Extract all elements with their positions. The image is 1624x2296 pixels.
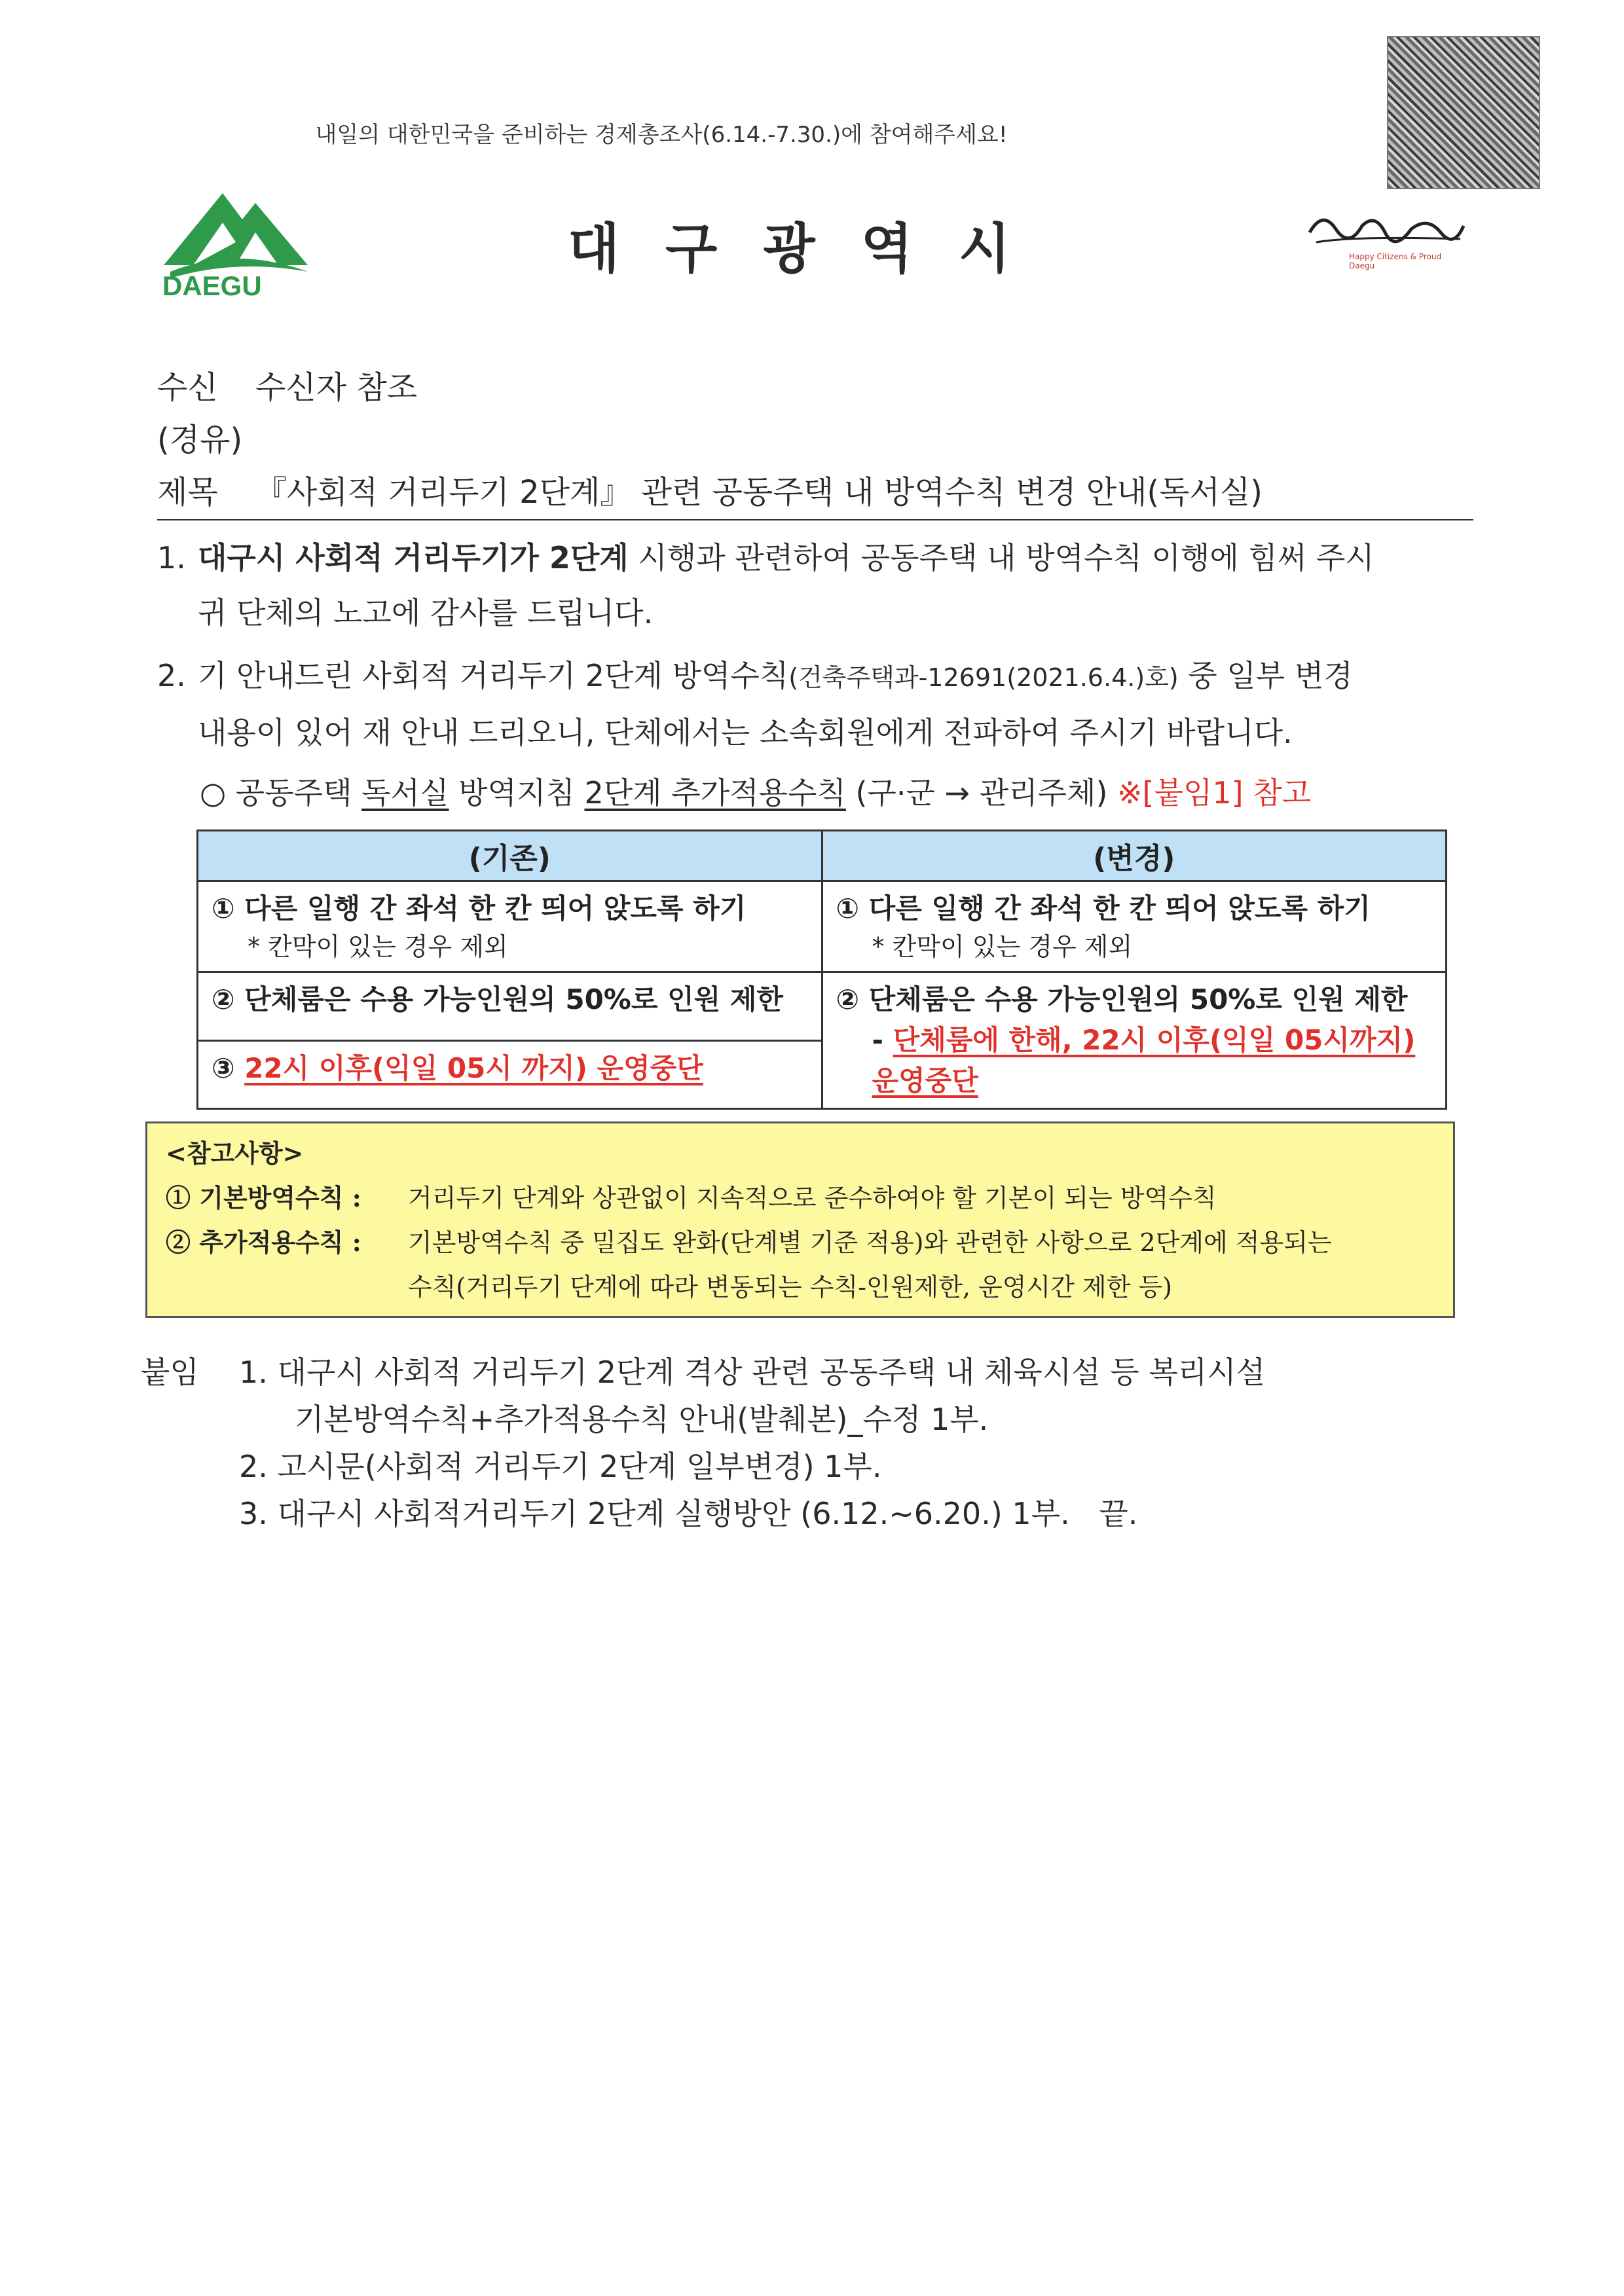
bullet-underline-2: 2단계 추가적용수칙 bbox=[584, 775, 846, 811]
paragraph-1 bbox=[157, 530, 1473, 640]
reference-item-2-label: ② 추가적용수칙 : bbox=[166, 1228, 361, 1257]
recipient-label: 수신 bbox=[157, 369, 218, 406]
census-banner: 내일의 대한민국을 준비하는 경제총조사(6.14.-7.30.)에 참여해주세요! bbox=[315, 122, 1008, 148]
after-rule-2-text: ② 단체룸은 수용 가능인원의 50%로 인원 제한 bbox=[836, 983, 1408, 1015]
attachments-label: 붙임 bbox=[141, 1355, 199, 1390]
subject-value: 『사회적 거리두기 2단계』 관련 공동주택 내 방역수칙 변경 안내(독서실) bbox=[255, 474, 1263, 511]
attachment-1-cont: 기본방역수칙+추가적용수칙 안내(발췌본)_수정 1부. bbox=[295, 1402, 989, 1437]
via-line: (경유) bbox=[157, 422, 243, 458]
p1-rest: 시행과 관련하여 공동주택 내 방역수칙 이행에 힘써 주시 bbox=[628, 540, 1375, 575]
before-rule-3-number: ③ bbox=[212, 1051, 235, 1084]
before-rule-3 bbox=[198, 1040, 822, 1109]
reference-notes-box bbox=[145, 1121, 1455, 1318]
subject-line bbox=[157, 467, 1263, 512]
attachments bbox=[141, 1349, 1265, 1537]
reference-item-1-label: ① 기본방역수칙 : bbox=[166, 1183, 361, 1212]
reference-item-2-cont: 수칙(거리두기 단계에 따라 변동되는 수칙-인원제한, 운영시간 제한 등) bbox=[408, 1273, 1172, 1302]
slogan-signature bbox=[1303, 206, 1467, 270]
col-header-after: (변경) bbox=[822, 831, 1447, 881]
recipient-value: 수신자 참조 bbox=[255, 369, 418, 406]
subject-label: 제목 bbox=[157, 474, 218, 511]
bullet-line bbox=[200, 769, 1311, 812]
reference-item-1-text: 거리두기 단계와 상관없이 지속적으로 준수하여야 할 기본이 되는 방역수칙 bbox=[408, 1184, 1217, 1212]
reference-item-1 bbox=[166, 1176, 1435, 1220]
before-rule-1-note: * 칸막이 있는 경우 제외 bbox=[248, 932, 508, 961]
after-rule-1-text: ① 다른 일행 간 좌석 한 칸 띄어 앉도록 하기 bbox=[836, 892, 1371, 924]
p1-bold: 대구시 사회적 거리두기가 2단계 bbox=[198, 540, 629, 575]
reference-title: <참고사항> bbox=[166, 1139, 304, 1168]
before-rule-1 bbox=[198, 881, 822, 972]
attachment-3: 3. 대구시 사회적거리두기 2단계 실행방안 (6.12.~6.20.) 1부. bbox=[239, 1496, 1070, 1531]
col-header-before: (기존) bbox=[198, 831, 822, 881]
bullet-mark: ○ bbox=[200, 775, 227, 811]
org-title: 대구광역시 bbox=[567, 218, 1057, 280]
p2-line2: 내용이 있어 재 안내 드리오니, 단체에서는 소속회원에게 전파하여 주시기 바랍니다. bbox=[198, 715, 1293, 750]
before-rule-2-text: ② 단체룸은 수용 가능인원의 50%로 인원 제한 bbox=[212, 983, 783, 1015]
p2-text-b: 중 일부 변경 bbox=[1178, 658, 1353, 693]
qr-code bbox=[1387, 36, 1540, 189]
end-mark: 끝. bbox=[1099, 1496, 1138, 1531]
attachment-2: 2. 고시문(사회적 거리두기 2단계 일부변경) 1부. bbox=[239, 1449, 882, 1484]
reference-item-2-text: 기본방역수칙 중 밀집도 완화(단계별 기준 적용)와 관련한 사항으로 2단계에 적용되는 bbox=[408, 1228, 1332, 1257]
reference-item-2 bbox=[166, 1220, 1435, 1265]
p1-number: 1. bbox=[157, 540, 186, 575]
logo-text: DAEGU bbox=[162, 270, 262, 301]
before-rule-2 bbox=[198, 972, 822, 1041]
bullet-text-a: 공동주택 bbox=[235, 775, 352, 811]
rules-comparison-table bbox=[196, 829, 1447, 1110]
attachment-1: 1. 대구시 사회적 거리두기 2단계 격상 관련 공동주택 내 체육시설 등 복리시설 bbox=[239, 1355, 1266, 1390]
bullet-underline-1: 독서실 bbox=[361, 775, 449, 811]
after-rule-2 bbox=[822, 972, 1447, 1109]
after-rule-3-dash: - bbox=[872, 1024, 883, 1056]
p2-text-a: 기 안내드린 사회적 거리두기 2단계 방역수칙 bbox=[198, 658, 789, 693]
after-rule-1 bbox=[822, 881, 1447, 972]
bullet-attachment-ref: ※[붙임1] 참고 bbox=[1117, 775, 1312, 811]
header-divider bbox=[157, 519, 1473, 520]
before-rule-3-text: 22시 이후(익일 05시 까지) 운영중단 bbox=[244, 1051, 703, 1084]
bullet-text-b: 방역지침 bbox=[458, 775, 575, 811]
after-rule-3-text: 단체룸에 한해, 22시 이후(익일 05시까지) 운영중단 bbox=[872, 1024, 1416, 1097]
after-rule-1-note: * 칸막이 있는 경우 제외 bbox=[872, 932, 1133, 961]
paragraph-2 bbox=[157, 648, 1473, 760]
p2-ref-number: (건축주택과-12691(2021.6.4.)호) bbox=[788, 663, 1179, 692]
before-rule-1-text: ① 다른 일행 간 좌석 한 칸 띄어 앉도록 하기 bbox=[212, 892, 747, 924]
slogan-text: Happy Citizens & Proud Daegu bbox=[1349, 252, 1442, 270]
bullet-text-c: (구·군 → 관리주체) bbox=[855, 775, 1108, 811]
recipient-line bbox=[157, 362, 417, 407]
p2-number: 2. bbox=[157, 658, 186, 693]
p1-line2: 귀 단체의 노고에 감사를 드립니다. bbox=[198, 595, 654, 630]
